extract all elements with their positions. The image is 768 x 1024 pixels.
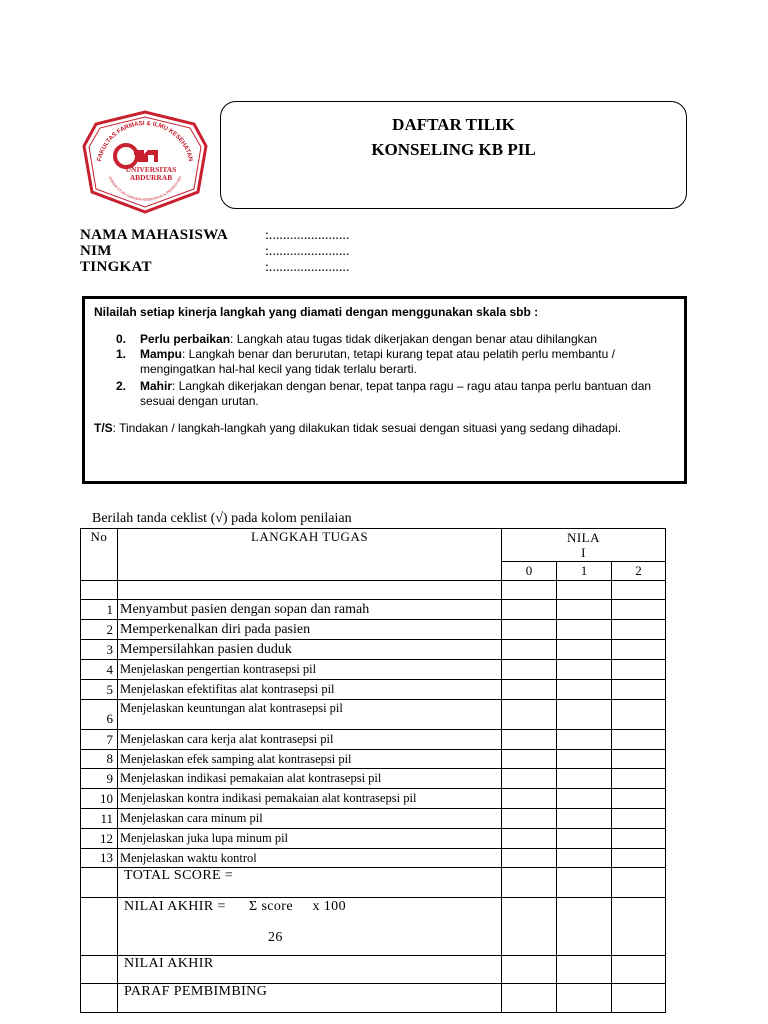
formula-numerator: Σ score x 100 <box>249 899 346 914</box>
table-row <box>81 829 666 849</box>
table-row <box>81 600 666 620</box>
row-step: Menyambut pasien dengan sopan dan ramah <box>118 600 502 620</box>
table-row <box>81 750 666 769</box>
score-cell-2[interactable] <box>612 769 666 789</box>
score-col-2: 2 <box>612 562 666 581</box>
scale-name: Perlu perbaikan <box>140 332 231 346</box>
score-cell-0[interactable] <box>502 849 557 868</box>
header-no: No <box>81 529 118 581</box>
table-instruction: Berilah tanda ceklist (√) pada kolom penilaian <box>92 511 352 526</box>
university-logo <box>78 110 212 214</box>
score-cell-1[interactable] <box>557 680 612 700</box>
row-number: 6 <box>81 700 118 730</box>
row-number: 2 <box>81 620 118 640</box>
table-row <box>81 769 666 789</box>
score-cell-2[interactable] <box>612 660 666 680</box>
scale-description: : Langkah atau tugas tidak dikerjakan dengan benar atau dihilangkan <box>230 332 597 346</box>
scale-description: : Langkah benar dan berurutan, tetapi kurang tepat atau pelatih perlu membantu / mengingatkan hal-hal kecil yang tidak terlalu berarti. <box>140 347 615 376</box>
score-cell-2[interactable] <box>612 700 666 730</box>
score-cell-0[interactable] <box>502 700 557 730</box>
title-box <box>220 101 687 209</box>
scale-number: 2. <box>116 379 127 393</box>
row-step: Menjelaskan efek samping alat kontrasepsi pil <box>118 750 502 769</box>
scale-name: Mahir <box>140 379 173 393</box>
nilai-akhir-label: NILAI AKHIR <box>118 956 502 984</box>
score-cell-2[interactable] <box>612 620 666 640</box>
field-label-tingkat: TINGKAT <box>80 259 152 275</box>
row-number: 9 <box>81 769 118 789</box>
row-number: 12 <box>81 829 118 849</box>
score-cell-0[interactable] <box>502 660 557 680</box>
score-cell-0[interactable] <box>502 600 557 620</box>
score-cell-1[interactable] <box>557 660 612 680</box>
score-cell-2[interactable] <box>612 829 666 849</box>
score-cell-1[interactable] <box>557 849 612 868</box>
score-cell-0[interactable] <box>502 789 557 809</box>
total-score-row <box>81 868 666 898</box>
score-cell-1[interactable] <box>557 789 612 809</box>
nilai-akhir-formula <box>118 898 502 956</box>
field-label-nama: NAMA MAHASISWA <box>80 227 228 243</box>
score-cell-2[interactable] <box>612 750 666 769</box>
header-nilai-line1: NILA <box>566 530 601 545</box>
row-step: Menjelaskan waktu kontrol <box>118 849 502 868</box>
row-number: 4 <box>81 660 118 680</box>
row-step: Menjelaskan pengertian kontrasepsi pil <box>118 660 502 680</box>
field-value-nama[interactable]: :....................... <box>265 228 350 243</box>
svg-text:FAKULTAS FARMASI & ILMU KESEHA: FAKULTAS FARMASI & ILMU KESEHATAN <box>95 119 195 163</box>
header-nilai-line2: I <box>581 545 586 560</box>
table-row <box>81 809 666 829</box>
score-cell-1[interactable] <box>557 809 612 829</box>
nilai-akhir-formula-row <box>81 898 666 956</box>
score-cell-0[interactable] <box>502 750 557 769</box>
row-step: Menjelaskan keuntungan alat kontrasepsi pil <box>118 700 502 730</box>
paraf-row <box>81 984 666 1013</box>
svg-text:ABDURRAB: ABDURRAB <box>129 173 173 182</box>
score-cell-0[interactable] <box>502 640 557 660</box>
instructions-intro: Nilailah setiap kinerja langkah yang diamati dengan menggunakan skala sbb : <box>94 305 539 319</box>
table-row <box>81 620 666 640</box>
row-number: 5 <box>81 680 118 700</box>
field-label-nim: NIM <box>80 243 112 259</box>
row-step: Menjelaskan efektifitas alat kontrasepsi pil <box>118 680 502 700</box>
score-cell-0[interactable] <box>502 809 557 829</box>
score-cell-2[interactable] <box>612 640 666 660</box>
score-cell-1[interactable] <box>557 750 612 769</box>
score-cell-1[interactable] <box>557 640 612 660</box>
scale-description: : Langkah dikerjakan dengan benar, tepat tanpa ragu – ragu atau tanpa perlu bantuan dan sesuai dengan urutan. <box>140 379 652 408</box>
ts-description: : Tindakan / langkah-langkah yang dilakukan tidak sesuai dengan situasi yang sedang dihadapi. <box>112 421 622 435</box>
table-row <box>81 640 666 660</box>
score-cell-0[interactable] <box>502 769 557 789</box>
document-title: DAFTAR TILIK <box>392 115 515 134</box>
score-cell-1[interactable] <box>557 600 612 620</box>
score-cell-2[interactable] <box>612 849 666 868</box>
table-row <box>81 789 666 809</box>
row-number: 11 <box>81 809 118 829</box>
scale-number: 1. <box>116 347 127 361</box>
score-cell-2[interactable] <box>612 809 666 829</box>
row-step: Mempersilahkan pasien duduk <box>118 640 502 660</box>
svg-text:UNIVERSITAS: UNIVERSITAS <box>125 165 177 174</box>
ts-label: T/S <box>94 421 113 435</box>
score-cell-1[interactable] <box>557 730 612 750</box>
score-cell-2[interactable] <box>612 600 666 620</box>
score-cell-0[interactable] <box>502 620 557 640</box>
row-step: Menjelaskan kontra indikasi pemakaian alat kontrasepsi pil <box>118 789 502 809</box>
score-cell-0[interactable] <box>502 730 557 750</box>
row-number: 3 <box>81 640 118 660</box>
paraf-pembimbing-label: PARAF PEMBIMBING <box>118 984 502 1013</box>
table-row <box>81 700 666 730</box>
score-cell-1[interactable] <box>557 620 612 640</box>
total-score-label: TOTAL SCORE = <box>118 868 502 898</box>
row-step: Menjelaskan cara kerja alat kontrasepsi pil <box>118 730 502 750</box>
checklist-table <box>80 528 666 1013</box>
score-cell-2[interactable] <box>612 680 666 700</box>
table-row <box>81 660 666 680</box>
score-cell-1[interactable] <box>557 700 612 730</box>
row-step: Menjelaskan indikasi pemakaian alat kontrasepsi pil <box>118 769 502 789</box>
scale-name: Mampu <box>140 347 182 361</box>
scoring-instructions-box <box>82 296 687 484</box>
row-step: Memperkenalkan diri pada pasien <box>118 620 502 640</box>
table-row <box>81 849 666 868</box>
row-number: 7 <box>81 730 118 750</box>
score-col-1: 1 <box>557 562 612 581</box>
scale-number: 0. <box>116 332 127 346</box>
score-cell-2[interactable] <box>612 789 666 809</box>
row-number: 1 <box>81 600 118 620</box>
score-cell-0[interactable] <box>502 680 557 700</box>
score-cell-2[interactable] <box>612 730 666 750</box>
header-langkah-tugas: LANGKAH TUGAS <box>118 529 502 581</box>
row-number: 8 <box>81 750 118 769</box>
nilai-akhir-row <box>81 956 666 984</box>
score-cell-1[interactable] <box>557 829 612 849</box>
svg-text:PROGRAM STUDI SARJANA KEBIDANA: OGRAM STUDI SARJANA KEBIDANAN & PROFESI BID <box>107 175 183 202</box>
field-value-nim[interactable]: :....................... <box>265 244 350 259</box>
row-number: 10 <box>81 789 118 809</box>
score-cell-1[interactable] <box>557 769 612 789</box>
nilai-akhir-formula-label: NILAI AKHIR = <box>124 899 226 914</box>
document-subtitle: KONSELING KB PIL <box>371 140 536 159</box>
table-row-spacer <box>81 581 666 600</box>
ts-definition <box>94 421 621 435</box>
field-value-tingkat[interactable]: :....................... <box>265 260 350 275</box>
row-step: Menjelaskan cara minum pil <box>118 809 502 829</box>
row-step: Menjelaskan juka lupa minum pil <box>118 829 502 849</box>
row-number: 13 <box>81 849 118 868</box>
score-col-0: 0 <box>502 562 557 581</box>
table-row <box>81 680 666 700</box>
table-row <box>81 730 666 750</box>
header-nilai <box>502 529 666 562</box>
formula-denominator: 26 <box>268 930 283 945</box>
score-cell-0[interactable] <box>502 829 557 849</box>
